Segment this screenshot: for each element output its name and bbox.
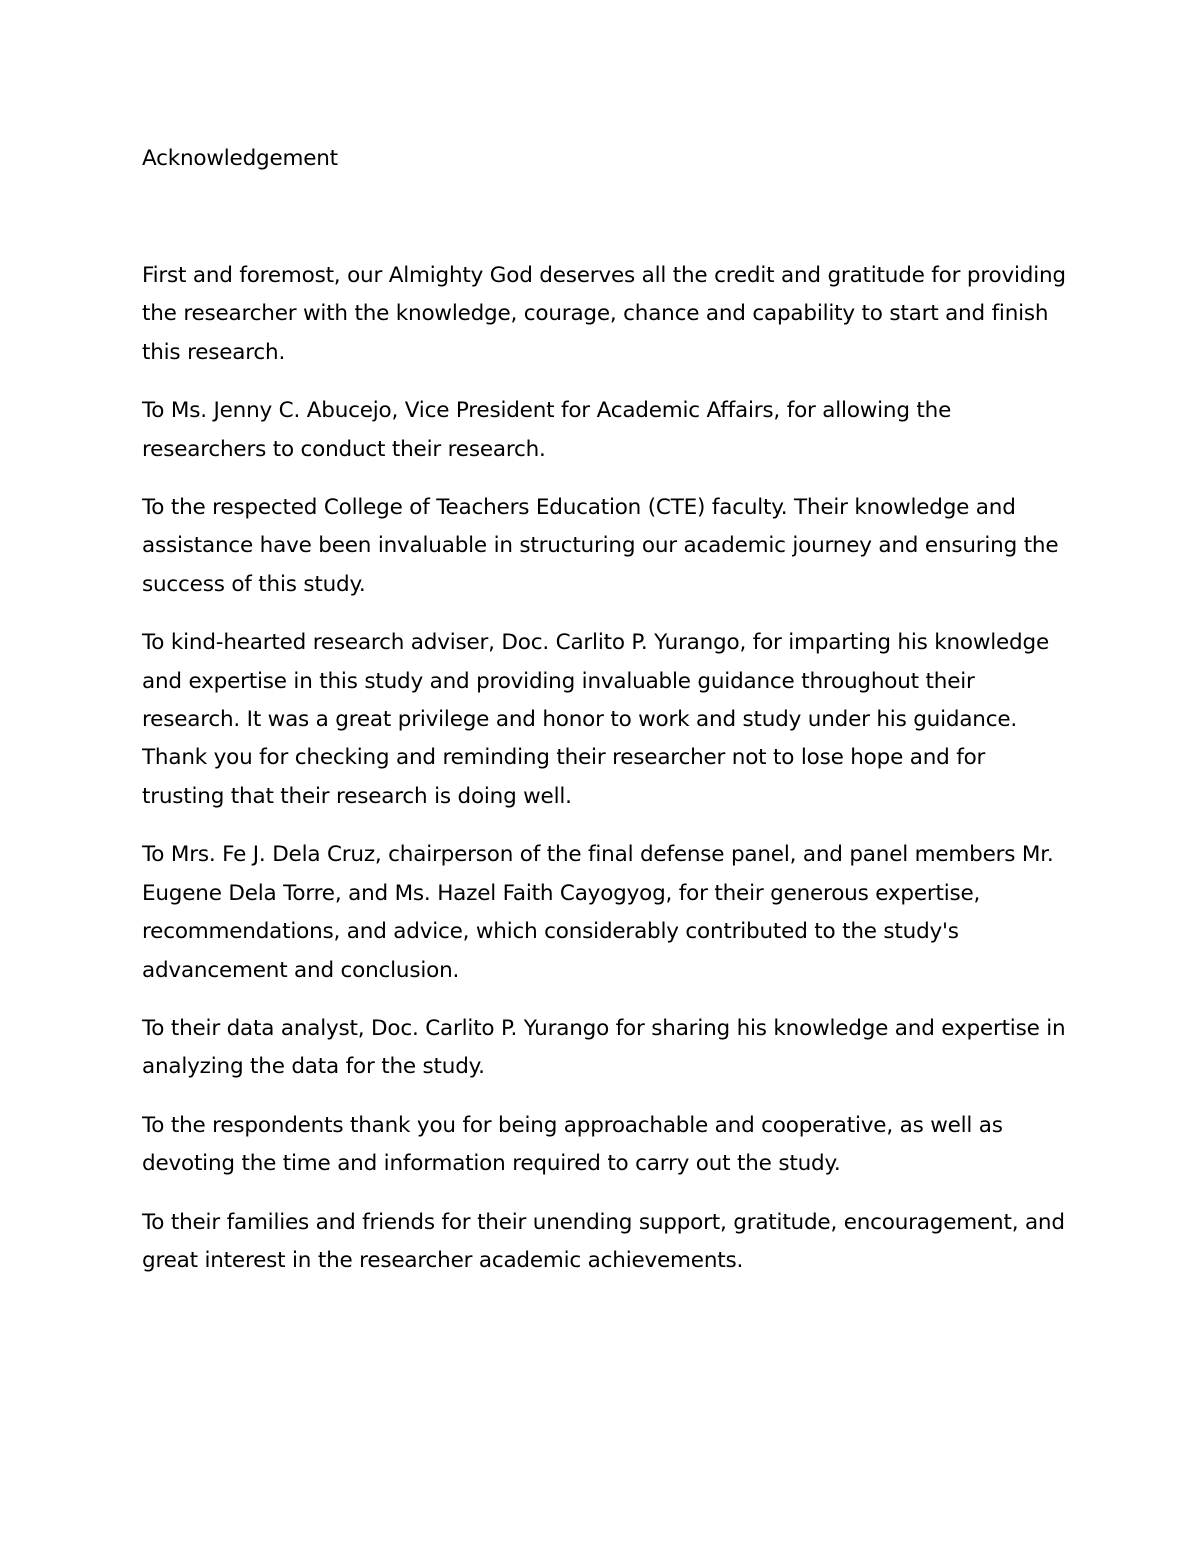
paragraph-research-adviser: To kind-hearted research adviser, Doc. Carlito P. Yurango, for imparting his knowledge and expertise in this study and providing invaluable guidance throughout their research. It was a great privilege and honor to work and study under his guidance. Thank you for checking and reminding their researcher not to lose hope and for trusting that their research is doing well.	[142, 630, 1049, 809]
paragraph-families-friends: To their families and friends for their unending support, gratitude, encouragement, and great interest in the researcher academic achievements.	[142, 1209, 1065, 1273]
paragraph-cte-faculty: To the respected College of Teachers Education (CTE) faculty. Their knowledge and assistance have been invaluable in structuring our academic journey and ensuring the success of this study.	[142, 495, 1059, 597]
paragraph-defense-panel: To Mrs. Fe J. Dela Cruz, chairperson of the final defense panel, and panel members Mr. Eugene Dela Torre, and Ms. Hazel Faith Cayogyog, for their generous expertise, recommendations, and advice, which considerably contributed to the study's advancement and conclusion.	[142, 842, 1054, 983]
paragraph-vp-academic-affairs: To Ms. Jenny C. Abucejo, Vice President for Academic Affairs, for allowing the researchers to conduct their research.	[142, 398, 952, 462]
paragraph-respondents: To the respondents thank you for being approachable and cooperative, as well as devoting the time and information required to carry out the study.	[142, 1112, 1003, 1177]
paragraph-data-analyst: To their data analyst, Doc. Carlito P. Yurango for sharing his knowledge and expertise in analyzing the data for the study.	[142, 1015, 1066, 1080]
document-content	[142, 140, 1072, 1300]
document-title: Acknowledgement	[142, 146, 338, 171]
document-body	[142, 257, 1072, 1280]
paragraph-god: First and foremost, our Almighty God deserves all the credit and gratitude for providing the researcher with the knowledge, courage, chance and capability to start and finish this research.	[142, 263, 1066, 365]
